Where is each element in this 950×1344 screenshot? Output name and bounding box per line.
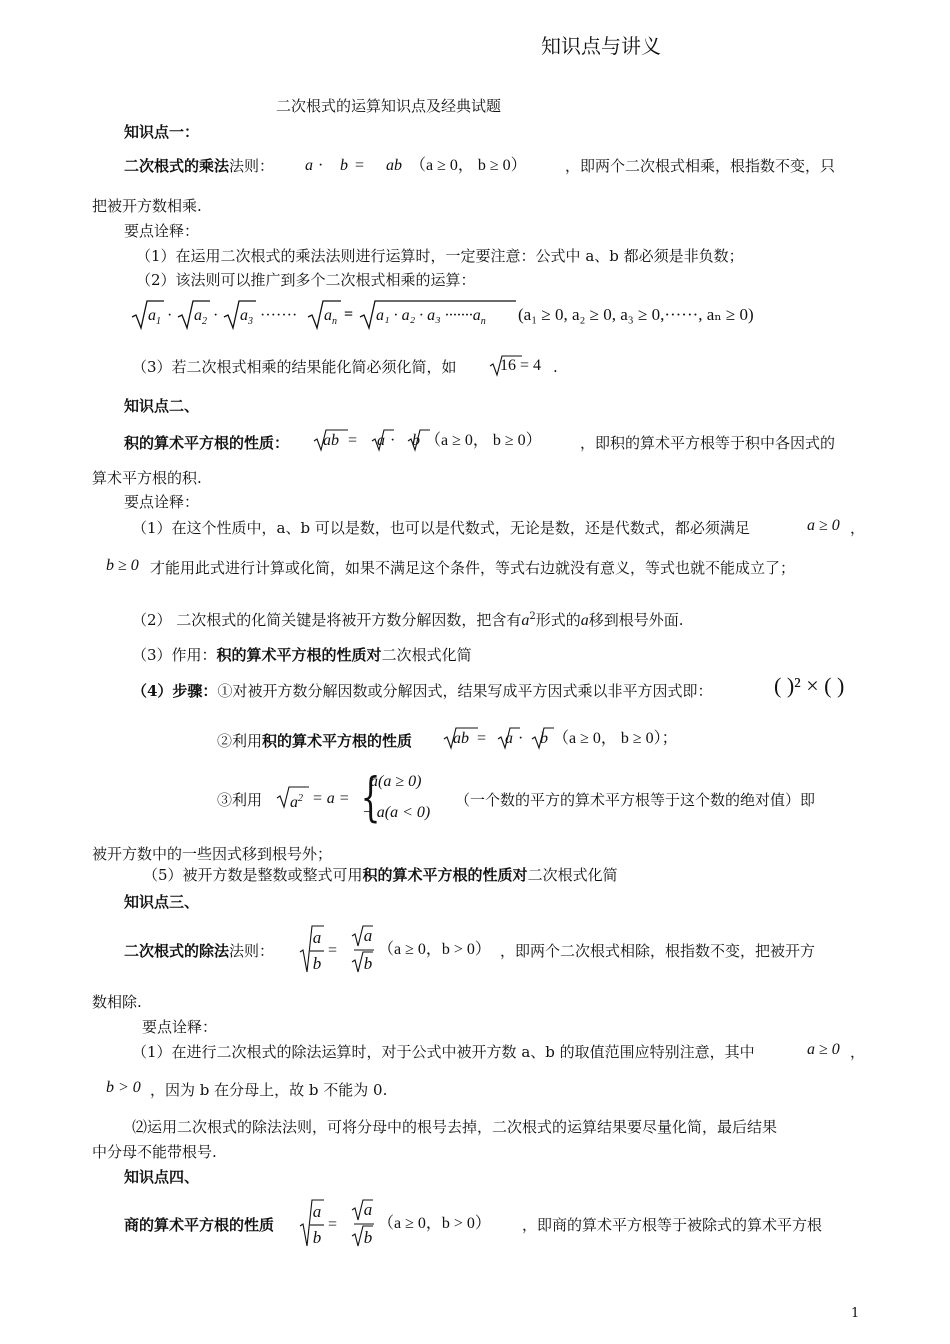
div-den-b2: b bbox=[363, 954, 373, 973]
prod-explanation-line2: 算术平方根的积. bbox=[92, 469, 202, 487]
section-1-heading: 知识点一： bbox=[124, 123, 200, 141]
step-3-explanation-line2: 被开方数中的一些因式移到根号外； bbox=[92, 845, 333, 863]
product-sqrt-property: 积的算术平方根的性质： bbox=[124, 434, 290, 452]
prod-dot: · bbox=[390, 432, 396, 449]
gen-eq: = bbox=[344, 306, 354, 323]
note-2-1-comma: ， bbox=[850, 519, 866, 537]
quot-eq: = bbox=[328, 1216, 338, 1233]
document-title: 二次根式的运算知识点及经典试题 bbox=[276, 97, 502, 115]
div-num-a2: a bbox=[363, 926, 373, 945]
step-3-explanation: （一个数的平方的算术平方根等于这个数的绝对值）即 bbox=[455, 791, 816, 809]
step-3-lhs: $a^2$ bbox=[290, 793, 303, 811]
mul-explanation-line2: 把被开方数相乘. bbox=[92, 197, 202, 215]
section-2-heading: 知识点二、 bbox=[124, 397, 200, 415]
quot-den-b: b bbox=[312, 1228, 322, 1247]
header-title: 知识点与讲义 bbox=[541, 34, 661, 58]
gen-dots: ······· bbox=[260, 307, 298, 324]
quot-num-a2: a bbox=[363, 1200, 373, 1219]
mul-ab: ab bbox=[386, 157, 402, 174]
note-3-1: （1）在进行二次根式的除法运算时，对于公式中被开方数 a、b 的取值范围应特别注意，其中 bbox=[132, 1043, 755, 1061]
page-number: 1 bbox=[851, 1306, 860, 1321]
step-3-eq-abs: = a = bbox=[312, 790, 350, 807]
div-num-a: a bbox=[312, 928, 322, 947]
div-condition: （a ≥ 0，b > 0） bbox=[378, 941, 491, 958]
piecewise-case-2: − a(a < 0) bbox=[362, 804, 431, 821]
mul-b: b bbox=[340, 157, 348, 174]
mul-a: a bbox=[305, 157, 313, 174]
quot-condition: （a ≥ 0，b > 0） bbox=[378, 1215, 491, 1232]
step-2: ②利用积的算术平方根的性质 bbox=[217, 732, 413, 750]
mul-eq: = bbox=[355, 157, 365, 174]
note-1-3-end: . bbox=[553, 358, 558, 376]
note-3-1-continued: ，因为 b 在分母上，故 b 不能为 0. bbox=[150, 1081, 388, 1099]
prod-a: a bbox=[377, 432, 385, 449]
note-title-2: 要点诠释： bbox=[124, 493, 200, 511]
mul-dot: · bbox=[318, 157, 324, 174]
note-2-3: （3）作用：积的算术平方根的性质对二次根式化简 bbox=[132, 646, 472, 664]
note-3-1-comma: ， bbox=[850, 1043, 866, 1061]
rule-bold: 二次根式的乘法 bbox=[124, 157, 230, 175]
piecewise-case-1: a(a ≥ 0) bbox=[370, 773, 422, 790]
quot-den-b2: b bbox=[363, 1228, 373, 1247]
quotient-sqrt-property: 商的算术平方根的性质 bbox=[124, 1216, 275, 1234]
gen-a3: $a_3$ bbox=[240, 307, 253, 327]
gen-an: $a_n$ bbox=[324, 307, 337, 327]
div-eq: = bbox=[328, 942, 338, 959]
step-2-dot: · bbox=[518, 730, 524, 747]
step-2-condition: （a ≥ 0， b ≥ 0）； bbox=[553, 730, 678, 747]
quot-explanation: ，即商的算术平方根等于被除式的算术平方根 bbox=[522, 1216, 823, 1234]
quotient-formula bbox=[300, 1198, 390, 1252]
note-2-1-continued: 才能用此式进行计算或化简，如果不满足这个条件，等式右边就没有意义，等式也就不能成立了； bbox=[150, 559, 796, 577]
note-3-1-cond-b: b > 0 bbox=[106, 1079, 141, 1096]
step-3: ③利用 bbox=[217, 791, 263, 809]
note-2-5: （5）被开方数是整数或整式可用积的算术平方根的性质对二次根式化简 bbox=[143, 866, 618, 884]
note-1-1: （1）在运用二次根式的乘法法则进行运算时，一定要注意：公式中 a、b 都必须是非负数； bbox=[136, 247, 744, 265]
step-2-ab: ab bbox=[453, 730, 469, 747]
quot-num-a: a bbox=[312, 1202, 322, 1221]
note-3-2-line2: 中分母不能带根号. bbox=[92, 1143, 217, 1161]
square-times-nonsquare: ( )² × ( ) bbox=[774, 673, 845, 698]
gen-a2: $a_2$ bbox=[194, 307, 207, 327]
sqrt-16-example: 16 = 4 bbox=[500, 357, 542, 374]
step-2-a: a bbox=[505, 730, 513, 747]
prod-eq: = bbox=[348, 432, 358, 449]
note-1-3: （3）若二次根式相乘的结果能化简必须化简，如 bbox=[132, 358, 457, 376]
division-rule: 二次根式的除法法则： bbox=[124, 942, 275, 960]
generalized-product-formula bbox=[130, 297, 820, 333]
note-title-3: 要点诠释： bbox=[142, 1018, 218, 1036]
rule-rest: 法则： bbox=[229, 157, 275, 175]
note-title-1: 要点诠释： bbox=[124, 222, 200, 240]
division-formula bbox=[300, 924, 390, 978]
div-explanation-line2: 数相除. bbox=[92, 993, 142, 1011]
step-2-b: b bbox=[540, 730, 548, 747]
gen-product: $a_1 \cdot a_2 \cdot a_3 \cdot\cdot\cdot\cdot\cdot\cdot\cdot a_n$ bbox=[376, 307, 486, 327]
multiplication-rule bbox=[124, 157, 274, 175]
prod-b: b bbox=[412, 432, 420, 449]
mul-condition: （a ≥ 0， b ≥ 0） bbox=[410, 157, 527, 174]
note-3-1-cond-a: a ≥ 0 bbox=[807, 1041, 840, 1058]
prod-explanation: ，即积的算术平方根等于积中各因式的 bbox=[580, 434, 836, 452]
prod-condition: （a ≥ 0， b ≥ 0） bbox=[425, 432, 542, 449]
gen-a1: $a_1$ bbox=[148, 307, 161, 327]
section-3-heading: 知识点三、 bbox=[124, 893, 200, 911]
piecewise-brace: { bbox=[360, 768, 381, 828]
note-2-1: （1）在这个性质中，a、b 可以是数，也可以是代数式，无论是数，还是代数式，都必须满足 bbox=[132, 519, 750, 537]
mul-explanation: ，即两个二次根式相乘，根指数不变，只 bbox=[565, 157, 836, 175]
note-2-4: （4）步骤：①对被开方数分解因数或分解因式，结果写成平方因式乘以非平方因式即： bbox=[132, 682, 713, 700]
div-den-b: b bbox=[312, 954, 322, 973]
step-2-eq: = bbox=[477, 730, 487, 747]
note-2-1-cond-b: b ≥ 0 bbox=[106, 557, 139, 574]
note-1-2: （2）该法则可以推广到多个二次根式相乘的运算： bbox=[136, 271, 476, 289]
gen-dot-1: · bbox=[167, 307, 173, 324]
note-3-2: ⑵运用二次根式的除法法则，可将分母中的根号去掉，二次根式的运算结果要尽量化简，最后结果 bbox=[132, 1118, 778, 1136]
note-2-2: （2） 二次根式的化简关键是将被开方数分解因数，把含有$a^2$形式的a移到根号外面. bbox=[132, 611, 684, 629]
gen-dot-2: · bbox=[213, 307, 219, 324]
note-2-1-cond-a: a ≥ 0 bbox=[807, 517, 840, 534]
div-explanation: ，即两个二次根式相除，根指数不变，把被开方 bbox=[500, 942, 816, 960]
prod-ab: ab bbox=[323, 432, 339, 449]
section-4-heading: 知识点四、 bbox=[124, 1168, 200, 1186]
gen-condition: (a₁ ≥ 0, a₂ ≥ 0, a₃ ≥ 0,······, aₙ ≥ 0) bbox=[518, 305, 754, 324]
